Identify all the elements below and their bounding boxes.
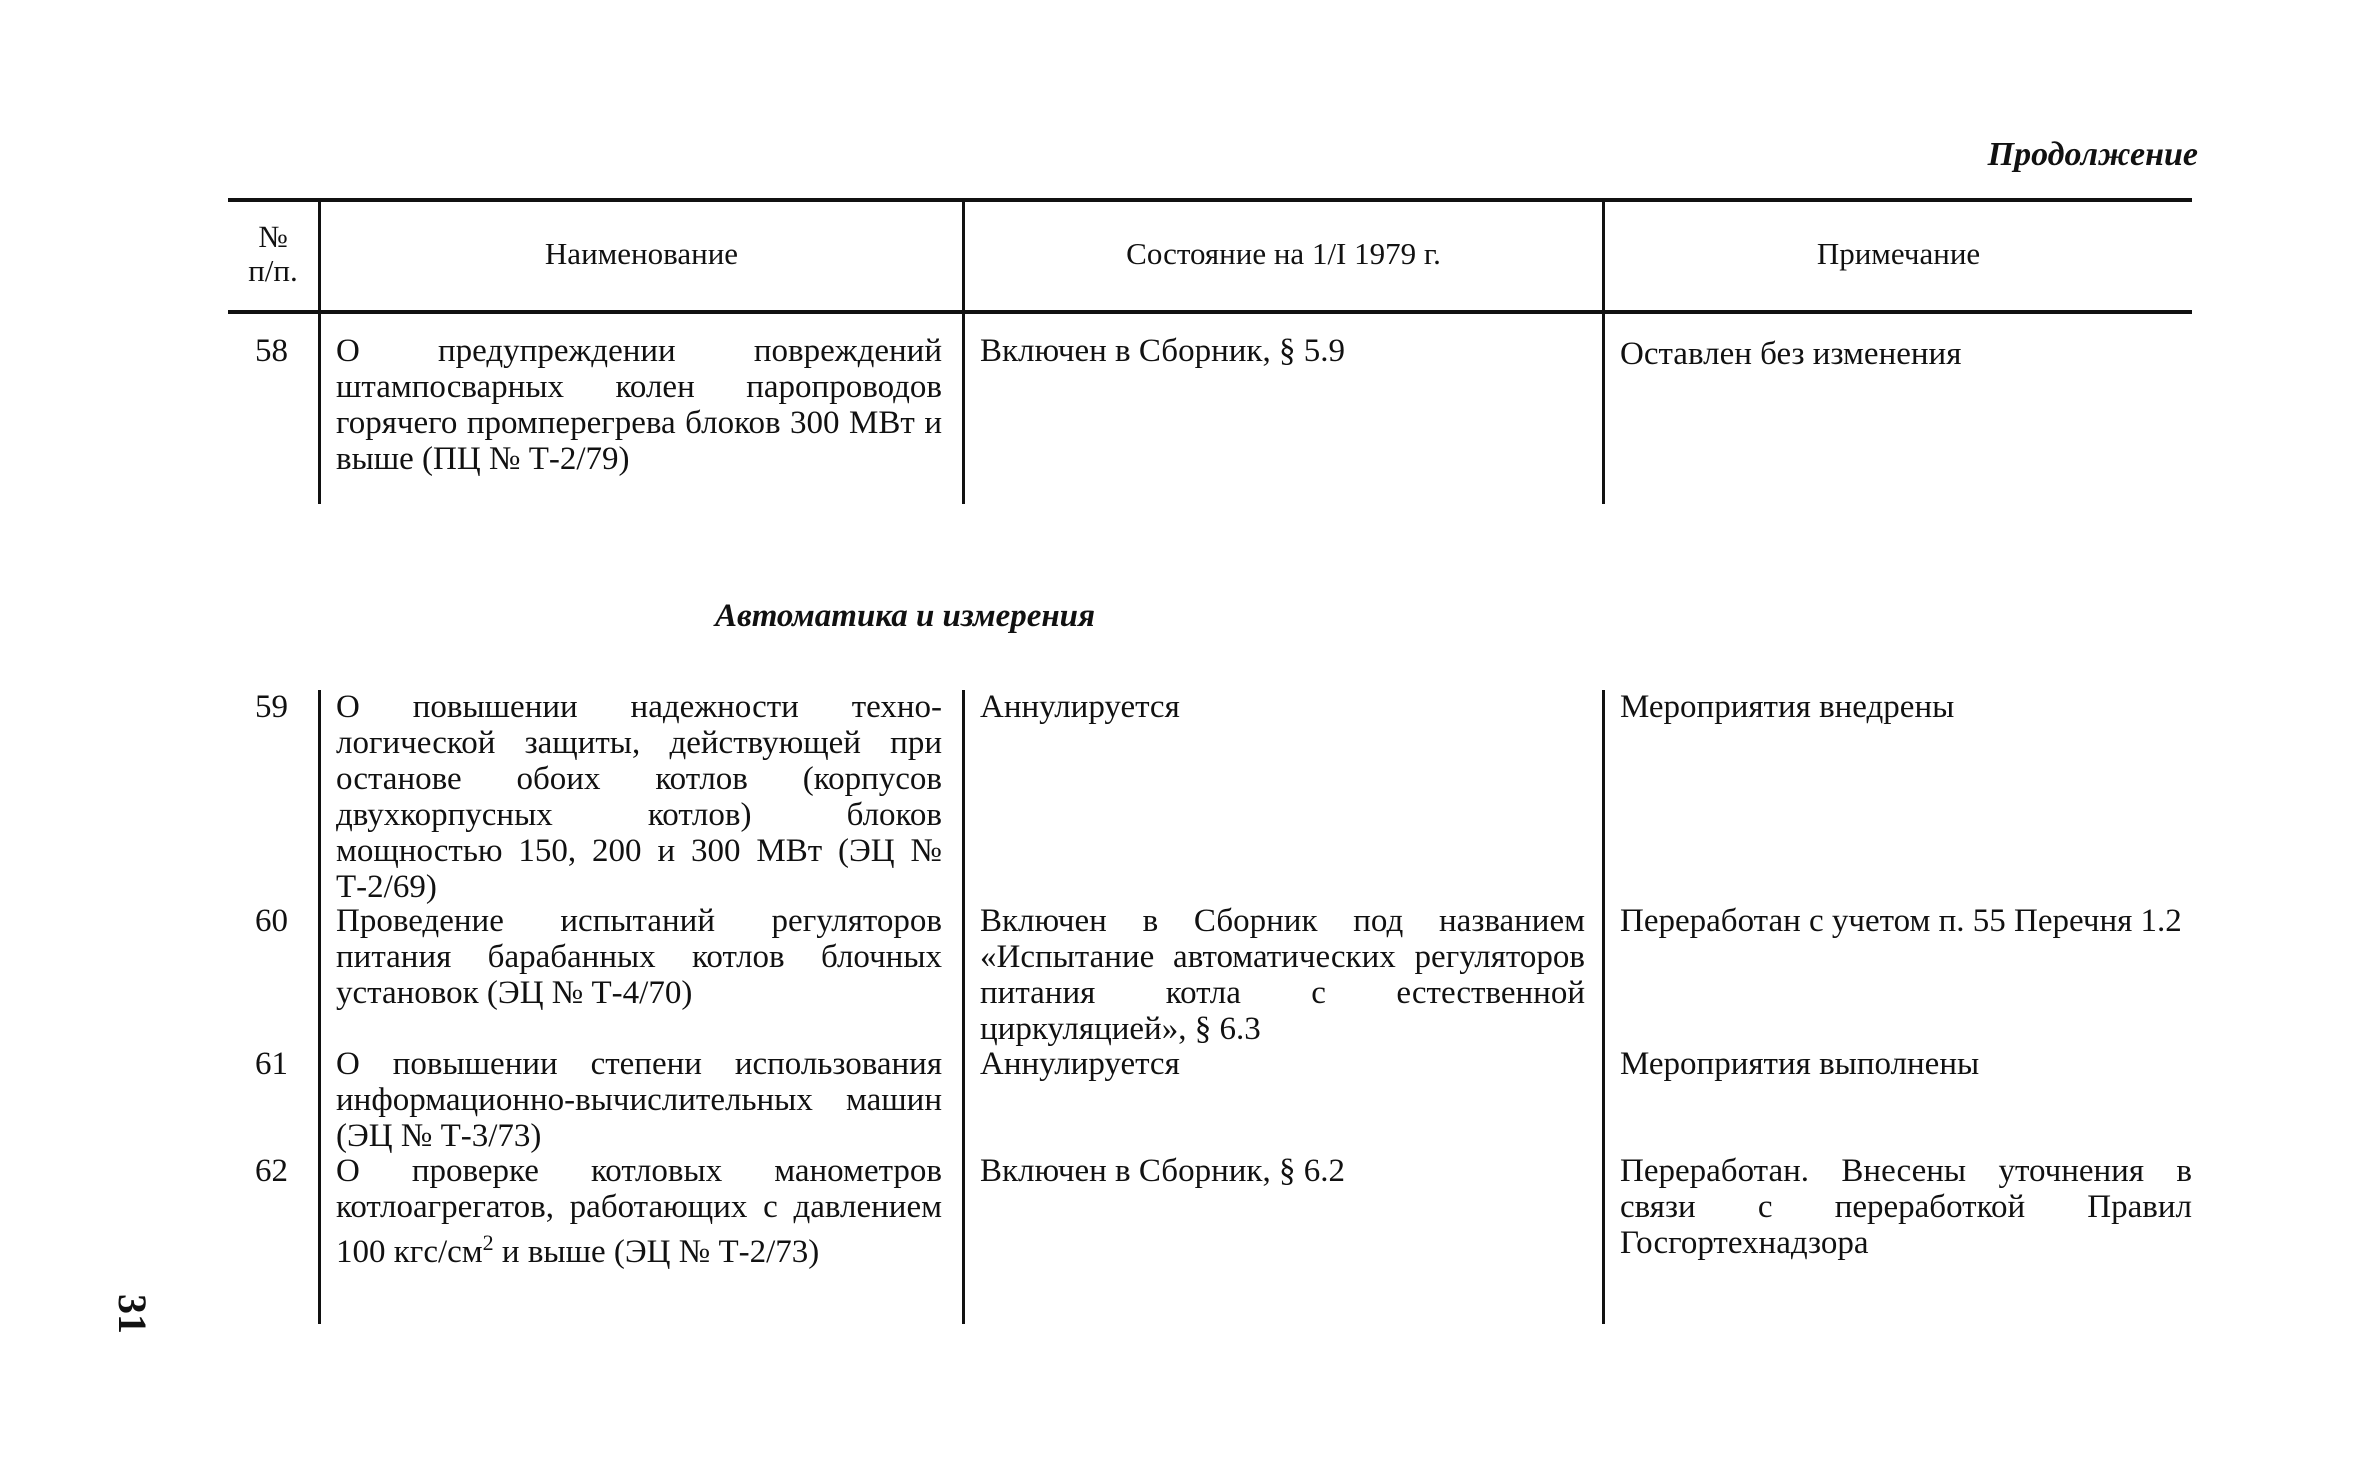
row-62-note: Переработан. Внесены уточнения в связи с переработкой Правил Госгортехнадзора bbox=[1620, 1153, 2192, 1261]
body-divider-1b bbox=[318, 690, 321, 1324]
row-58-state: Включен в Сборник, § 5.9 bbox=[980, 333, 1345, 369]
row-61-note: Мероприятия выполнены bbox=[1620, 1046, 1980, 1082]
row-61-state: Аннулируется bbox=[980, 1046, 1180, 1082]
continuation-label: Продолжение bbox=[1987, 136, 2198, 173]
row-60-state: Включен в Сборник под названием «Испытание автоматических регуляторов питания котла с естественной циркуляцией», § 6.3 bbox=[980, 903, 1585, 1047]
page-number: 31 bbox=[110, 1294, 155, 1334]
header-name: Наименование bbox=[544, 235, 739, 271]
body-divider-3a bbox=[1602, 312, 1605, 504]
header-note: Примечание bbox=[1816, 235, 1981, 271]
header-bottom-rule bbox=[228, 310, 2192, 314]
row-58-note: Оставлен без изменения bbox=[1620, 336, 1962, 372]
row-62-name-part1: О проверке котловых манометров котлоагрегатов, работающих с давлением 100 кгс/см bbox=[336, 1153, 942, 1270]
body-divider-1a bbox=[318, 312, 321, 504]
row-59-note: Мероприятия внедрены bbox=[1620, 689, 1955, 725]
header-state: Состояние на 1/I 1979 г. bbox=[1126, 235, 1441, 271]
row-59-num: 59 bbox=[255, 689, 288, 725]
row-60-note: Переработан с учетом п. 55 Перечня 1.2 bbox=[1620, 903, 2182, 939]
row-62-name-part2: и выше (ЭЦ № Т-2/73) bbox=[493, 1234, 820, 1270]
section-title-automation: Автоматика и измерения bbox=[714, 598, 1096, 634]
row-58-num: 58 bbox=[255, 333, 288, 369]
row-62-state: Включен в Сборник, § 6.2 bbox=[980, 1153, 1345, 1189]
row-59-state: Аннулируется bbox=[980, 689, 1180, 725]
row-60-name: Проведение испытаний регуляторов питания барабанных котлов блочных установок (ЭЦ № Т-4/70) bbox=[336, 903, 942, 1011]
row-60-num: 60 bbox=[255, 903, 288, 939]
body-divider-2b bbox=[962, 690, 965, 1324]
row-58-name: О предупреждении повреждений штампосварных колен паропроводов горячего промперегрева блоков 300 МВт и выше (ПЦ № Т-2/79) bbox=[336, 333, 942, 477]
row-61-num: 61 bbox=[255, 1046, 288, 1082]
row-62-num: 62 bbox=[255, 1153, 288, 1189]
body-divider-3b bbox=[1602, 690, 1605, 1324]
row-62-name bbox=[336, 1153, 942, 1270]
row-62-name-superscript: 2 bbox=[482, 1230, 494, 1255]
row-59-name: О повышении надежности технологической защиты, действующей при останове обоих котлов (корпусов двухкорпусных котлов) блоков мощностью 150, 200 и 300 МВт (ЭЦ № Т-2/69) bbox=[336, 689, 942, 905]
header-num: № п/п. bbox=[248, 218, 298, 288]
body-divider-2a bbox=[962, 312, 965, 504]
row-61-name: О повышении степени использования информационно-вычислительных машин (ЭЦ № Т-3/73) bbox=[336, 1046, 942, 1154]
